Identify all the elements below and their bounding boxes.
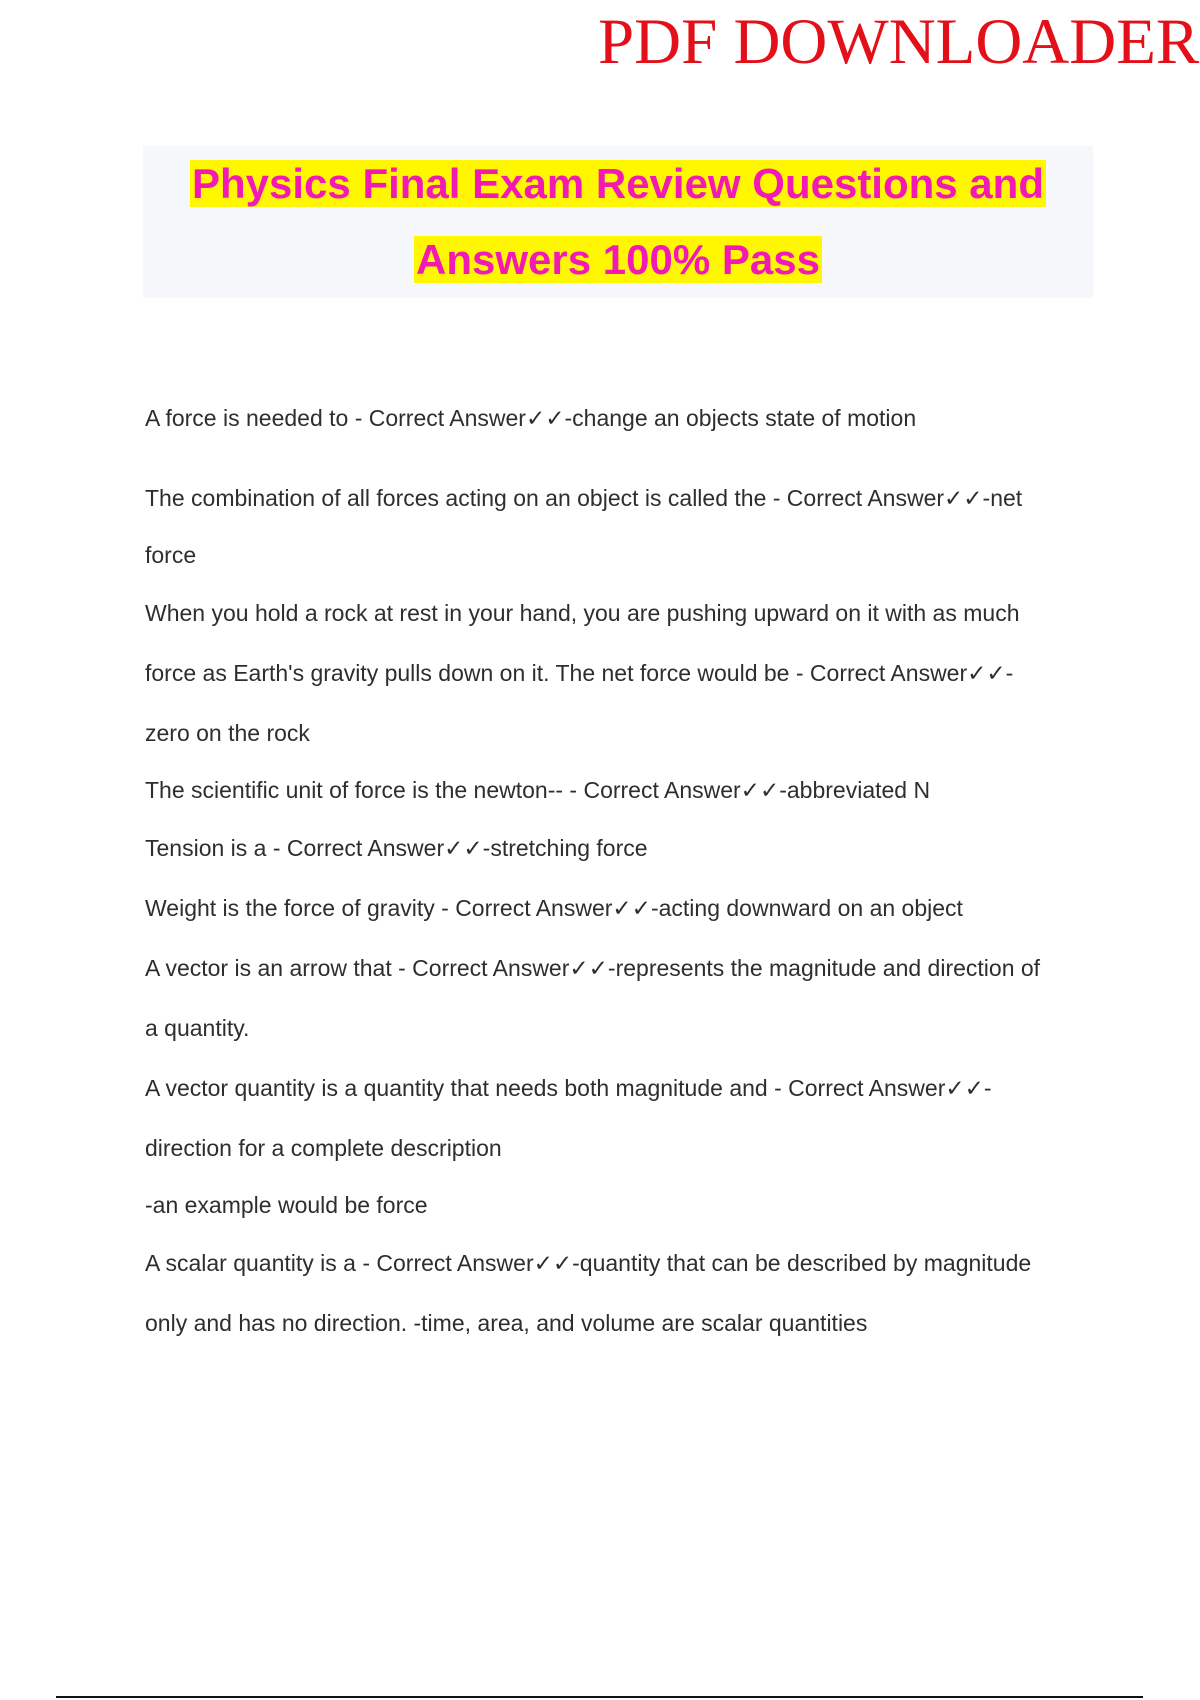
qa-list <box>145 388 1095 1353</box>
qa-line: direction for a complete description <box>145 1135 502 1161</box>
qa-line: force as Earth's gravity pulls down on it. The net force would be - Correct Answer✓✓- <box>145 660 1014 686</box>
qa-line: zero on the rock <box>145 720 310 746</box>
watermark-text: PDF DOWNLOADER <box>598 6 1200 78</box>
document-title-block <box>143 146 1093 298</box>
qa-line: only and has no direction. -time, area, and volume are scalar quantities <box>145 1310 868 1336</box>
qa-line: The combination of all forces acting on an object is called the - Correct Answer✓✓-net <box>145 485 1023 511</box>
qa-line: A scalar quantity is a - Correct Answer✓✓-quantity that can be described by magnitude <box>145 1250 1032 1276</box>
document-title-line-2 <box>143 222 1093 298</box>
page-bottom-rule <box>56 1696 1143 1698</box>
qa-line: Weight is the force of gravity - Correct Answer✓✓-acting downward on an object <box>145 895 963 921</box>
qa-line: a quantity. <box>145 1015 250 1041</box>
qa-line: A vector quantity is a quantity that needs both magnitude and - Correct Answer✓✓- <box>145 1075 992 1101</box>
qa-line: A force is needed to - Correct Answer✓✓-change an objects state of motion <box>145 405 917 431</box>
document-title-line-1 <box>143 146 1093 222</box>
qa-line: When you hold a rock at rest in your hand, you are pushing upward on it with as much <box>145 600 1020 626</box>
qa-line: force <box>145 542 197 568</box>
document-title-highlight-1: Physics Final Exam Review Questions and <box>192 160 1044 207</box>
qa-line: The scientific unit of force is the newton-- - Correct Answer✓✓-abbreviated N <box>145 777 931 803</box>
qa-line: Tension is a - Correct Answer✓✓-stretching force <box>145 835 648 861</box>
qa-line: A vector is an arrow that - Correct Answer✓✓-represents the magnitude and direction of <box>145 955 1041 981</box>
qa-line: -an example would be force <box>145 1192 428 1218</box>
document-title-highlight-2: Answers 100% Pass <box>416 236 820 283</box>
